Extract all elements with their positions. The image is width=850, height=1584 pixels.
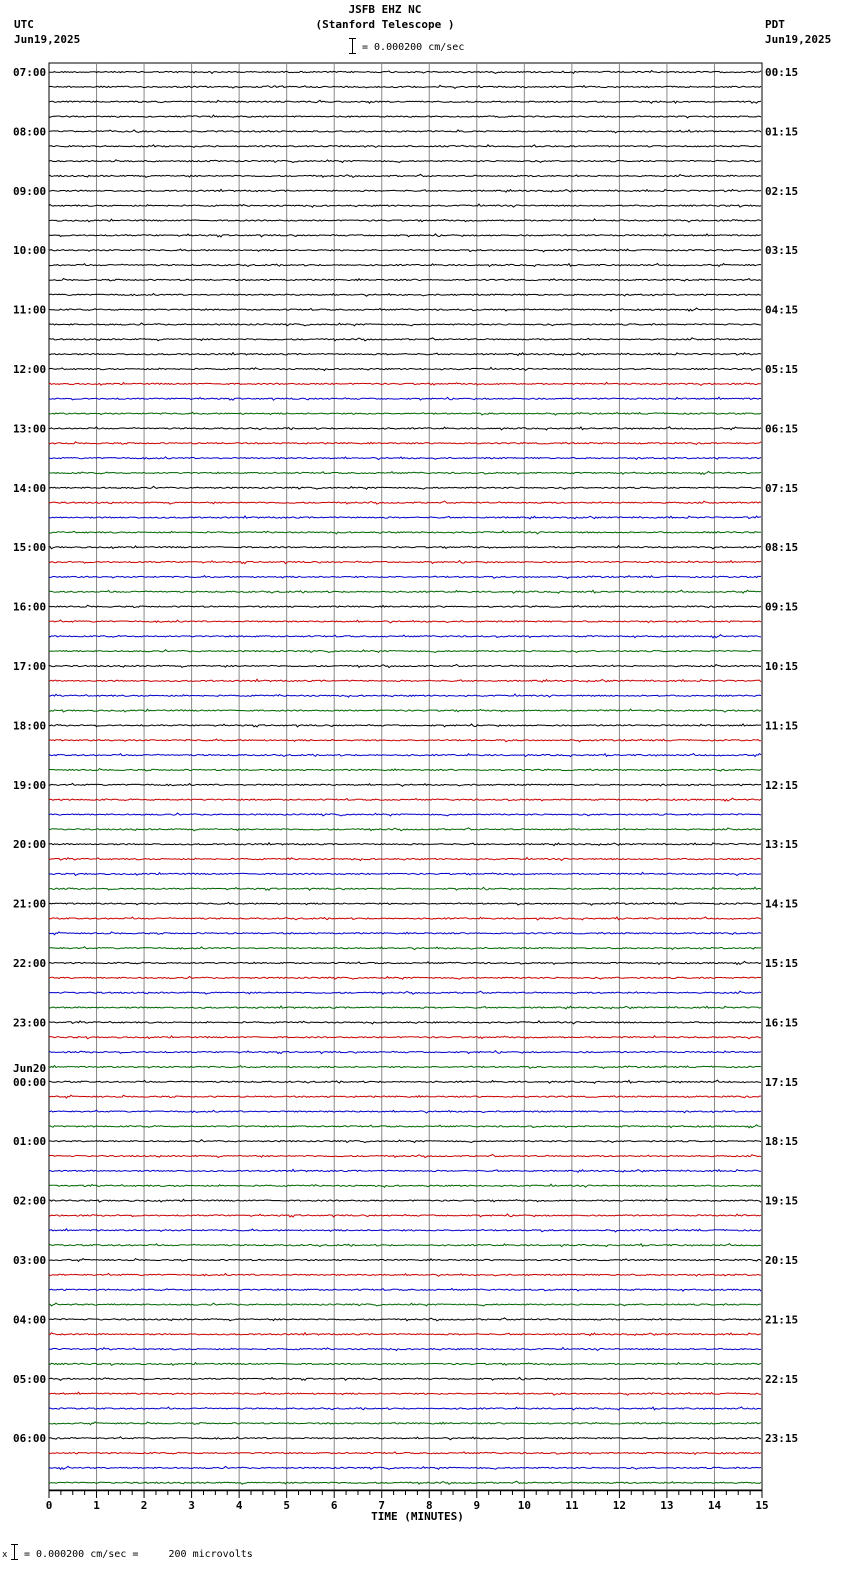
left-timezone: UTC — [14, 18, 34, 31]
trace-red — [49, 976, 761, 979]
trace-red — [49, 1273, 761, 1276]
trace-blue — [49, 635, 761, 638]
trace-black — [49, 1259, 761, 1262]
trace-red — [49, 1214, 761, 1217]
trace-black — [49, 902, 761, 905]
station-title: JSFB EHZ NC — [348, 3, 422, 16]
right-timezone: PDT — [765, 18, 785, 31]
left-date: Jun19,2025 — [14, 33, 81, 46]
utc-hour-label: 00:00 — [13, 1075, 47, 1089]
x-tick-label: 15 — [755, 1499, 769, 1512]
trace-blue — [49, 1466, 761, 1469]
utc-hour-label: 13:00 — [13, 422, 47, 436]
trace-black — [49, 71, 761, 74]
utc-hour-label: 23:00 — [13, 1016, 47, 1030]
trace-red — [49, 1452, 761, 1455]
trace-red — [49, 679, 761, 682]
pdt-hour-label: 03:15 — [765, 244, 799, 258]
x-tick-label: 7 — [378, 1499, 386, 1512]
trace-blue — [49, 991, 761, 994]
trace-black — [49, 100, 761, 103]
trace-red — [49, 917, 761, 920]
trace-black — [49, 1199, 761, 1202]
trace-black — [49, 249, 761, 252]
right-date: Jun19,2025 — [765, 33, 832, 46]
utc-hour-label: 14:00 — [13, 481, 47, 495]
plot-frame — [49, 63, 762, 1491]
trace-green — [49, 412, 761, 415]
pdt-hour-label: 23:15 — [765, 1432, 799, 1446]
trace-black — [49, 961, 761, 964]
trace-blue — [49, 397, 761, 400]
pdt-hour-label: 16:15 — [765, 1016, 799, 1030]
trace-red — [49, 620, 761, 623]
utc-hour-label: 16:00 — [13, 600, 47, 614]
trace-blue — [49, 516, 761, 519]
x-tick-label: 3 — [188, 1499, 195, 1512]
trace-black — [49, 308, 761, 311]
trace-black — [49, 1437, 761, 1440]
trace-blue — [49, 457, 761, 460]
pdt-hour-label: 20:15 — [765, 1254, 799, 1267]
utc-hour-label: 17:00 — [13, 660, 47, 673]
pdt-hour-label: 10:15 — [765, 660, 799, 673]
trace-black — [49, 665, 761, 668]
trace-black — [49, 264, 761, 267]
trace-green — [49, 709, 761, 712]
utc-hour-label: 01:00 — [13, 1135, 47, 1149]
footer-scale-label: = 0.000200 cm/sec = 200 microvolts — [24, 1549, 253, 1560]
trace-green — [49, 1184, 761, 1187]
pdt-hour-label: 18:15 — [765, 1135, 799, 1149]
trace-black — [49, 130, 761, 133]
pdt-hour-label: 22:15 — [765, 1372, 799, 1386]
scale-label: = 0.000200 cm/sec — [362, 42, 465, 53]
trace-red — [49, 561, 761, 564]
pdt-hour-label: 19:15 — [765, 1194, 799, 1208]
trace-blue — [49, 576, 761, 579]
trace-black — [49, 189, 761, 192]
trace-black — [49, 85, 761, 88]
trace-green — [49, 947, 761, 950]
utc-hour-label: 07:00 — [13, 66, 47, 79]
x-tick-label: 0 — [45, 1499, 53, 1512]
trace-black — [49, 204, 761, 207]
pdt-hour-label: 04:15 — [765, 303, 799, 317]
x-axis-title: TIME (MINUTES) — [371, 1510, 464, 1523]
trace-black — [49, 323, 761, 326]
pdt-hour-label: 05:15 — [765, 363, 799, 376]
trace-black — [49, 546, 761, 549]
trace-green — [49, 1363, 761, 1366]
trace-blue — [49, 754, 761, 757]
utc-hour-label: 15:00 — [13, 541, 47, 555]
x-tick-label: 6 — [330, 1499, 338, 1512]
utc-hour-label: 10:00 — [13, 244, 47, 258]
trace-black — [49, 160, 761, 163]
trace-red — [49, 442, 761, 445]
trace-black — [49, 219, 761, 222]
x-tick-label: 13 — [660, 1499, 674, 1512]
utc-hour-label: 08:00 — [13, 125, 47, 139]
trace-black — [49, 427, 761, 430]
x-tick-label: 11 — [565, 1499, 579, 1512]
trace-green — [49, 531, 761, 534]
utc-hour-label: 02:00 — [13, 1194, 47, 1208]
trace-green — [49, 1303, 761, 1306]
day-change-label: Jun20 — [13, 1061, 47, 1075]
trace-green — [49, 1125, 761, 1128]
trace-red — [49, 1155, 761, 1158]
utc-hour-label: 04:00 — [13, 1313, 47, 1327]
trace-red — [49, 1333, 761, 1336]
utc-hour-label: 20:00 — [13, 838, 47, 852]
trace-black — [49, 1377, 761, 1380]
pdt-hour-label: 01:15 — [765, 125, 799, 139]
trace-black — [49, 115, 761, 118]
pdt-hour-label: 11:15 — [765, 719, 799, 733]
trace-black — [49, 605, 761, 608]
trace-black — [49, 724, 761, 727]
utc-hour-label: 06:00 — [13, 1432, 47, 1446]
trace-black — [49, 486, 761, 489]
trace-black — [49, 353, 761, 356]
x-tick-label: 5 — [283, 1499, 290, 1512]
utc-hour-label: 18:00 — [13, 719, 47, 733]
pdt-hour-label: 09:15 — [765, 600, 799, 614]
trace-black — [49, 367, 761, 370]
site-subtitle: (Stanford Telescope ) — [315, 18, 455, 31]
pdt-hour-label: 02:15 — [765, 184, 799, 198]
trace-black — [49, 279, 761, 282]
trace-red — [49, 1095, 761, 1098]
footer-scale-prefix: x — [2, 1550, 8, 1560]
trace-blue — [49, 1051, 761, 1054]
trace-blue — [49, 1110, 761, 1113]
footer-scale-bar-icon — [14, 1544, 15, 1560]
trace-black — [49, 1318, 761, 1321]
trace-blue — [49, 813, 761, 816]
trace-green — [49, 471, 761, 474]
trace-red — [49, 739, 761, 742]
x-tick-label: 12 — [612, 1499, 627, 1512]
pdt-hour-label: 13:15 — [765, 838, 799, 852]
utc-hour-label: 11:00 — [13, 303, 47, 317]
x-tick-label: 9 — [473, 1499, 481, 1512]
trace-black — [49, 1021, 761, 1024]
pdt-hour-label: 12:15 — [765, 778, 799, 792]
trace-red — [49, 858, 761, 861]
pdt-hour-label: 14:15 — [765, 897, 799, 911]
x-tick-label: 2 — [140, 1499, 148, 1512]
trace-green — [49, 650, 761, 653]
trace-green — [49, 1422, 761, 1425]
x-tick-label: 8 — [425, 1499, 433, 1512]
trace-blue — [49, 872, 761, 875]
trace-green — [49, 887, 761, 890]
trace-green — [49, 769, 761, 772]
trace-red — [49, 1392, 761, 1395]
trace-green — [49, 1244, 761, 1247]
utc-hour-label: 22:00 — [13, 957, 47, 970]
trace-red — [49, 501, 761, 504]
x-tick-label: 4 — [235, 1499, 243, 1512]
trace-blue — [49, 1289, 761, 1292]
pdt-hour-label: 06:15 — [765, 422, 799, 436]
trace-red — [49, 382, 761, 385]
trace-green — [49, 590, 761, 593]
x-tick-label: 14 — [707, 1499, 722, 1512]
trace-red — [49, 798, 761, 801]
trace-red — [49, 1036, 761, 1039]
trace-blue — [49, 1407, 761, 1410]
trace-black — [49, 1080, 761, 1083]
trace-black — [49, 338, 761, 341]
trace-black — [49, 294, 761, 297]
trace-blue — [49, 1348, 761, 1351]
utc-hour-label: 03:00 — [13, 1254, 47, 1267]
x-tick-label: 1 — [93, 1499, 100, 1512]
pdt-hour-label: 00:15 — [765, 66, 799, 79]
pdt-hour-label: 15:15 — [765, 957, 799, 970]
trace-green — [49, 1066, 761, 1069]
trace-black — [49, 1140, 761, 1143]
trace-blue — [49, 1169, 761, 1172]
utc-hour-label: 09:00 — [13, 184, 47, 198]
utc-hour-label: 21:00 — [13, 897, 47, 911]
trace-black — [49, 783, 761, 786]
trace-blue — [49, 932, 761, 935]
utc-hour-label: 05:00 — [13, 1372, 47, 1386]
x-tick-label: 10 — [517, 1499, 531, 1512]
trace-black — [49, 174, 761, 177]
trace-black — [49, 145, 761, 148]
trace-green — [49, 1481, 761, 1484]
trace-blue — [49, 1229, 761, 1232]
trace-black — [49, 234, 761, 237]
pdt-hour-label: 07:15 — [765, 481, 799, 495]
utc-hour-label: 12:00 — [13, 363, 47, 376]
pdt-hour-label: 17:15 — [765, 1075, 799, 1089]
pdt-hour-label: 21:15 — [765, 1313, 799, 1327]
trace-blue — [49, 694, 761, 697]
trace-green — [49, 1006, 761, 1009]
trace-green — [49, 828, 761, 831]
pdt-hour-label: 08:15 — [765, 541, 799, 555]
trace-black — [49, 843, 761, 846]
utc-hour-label: 19:00 — [13, 778, 47, 792]
